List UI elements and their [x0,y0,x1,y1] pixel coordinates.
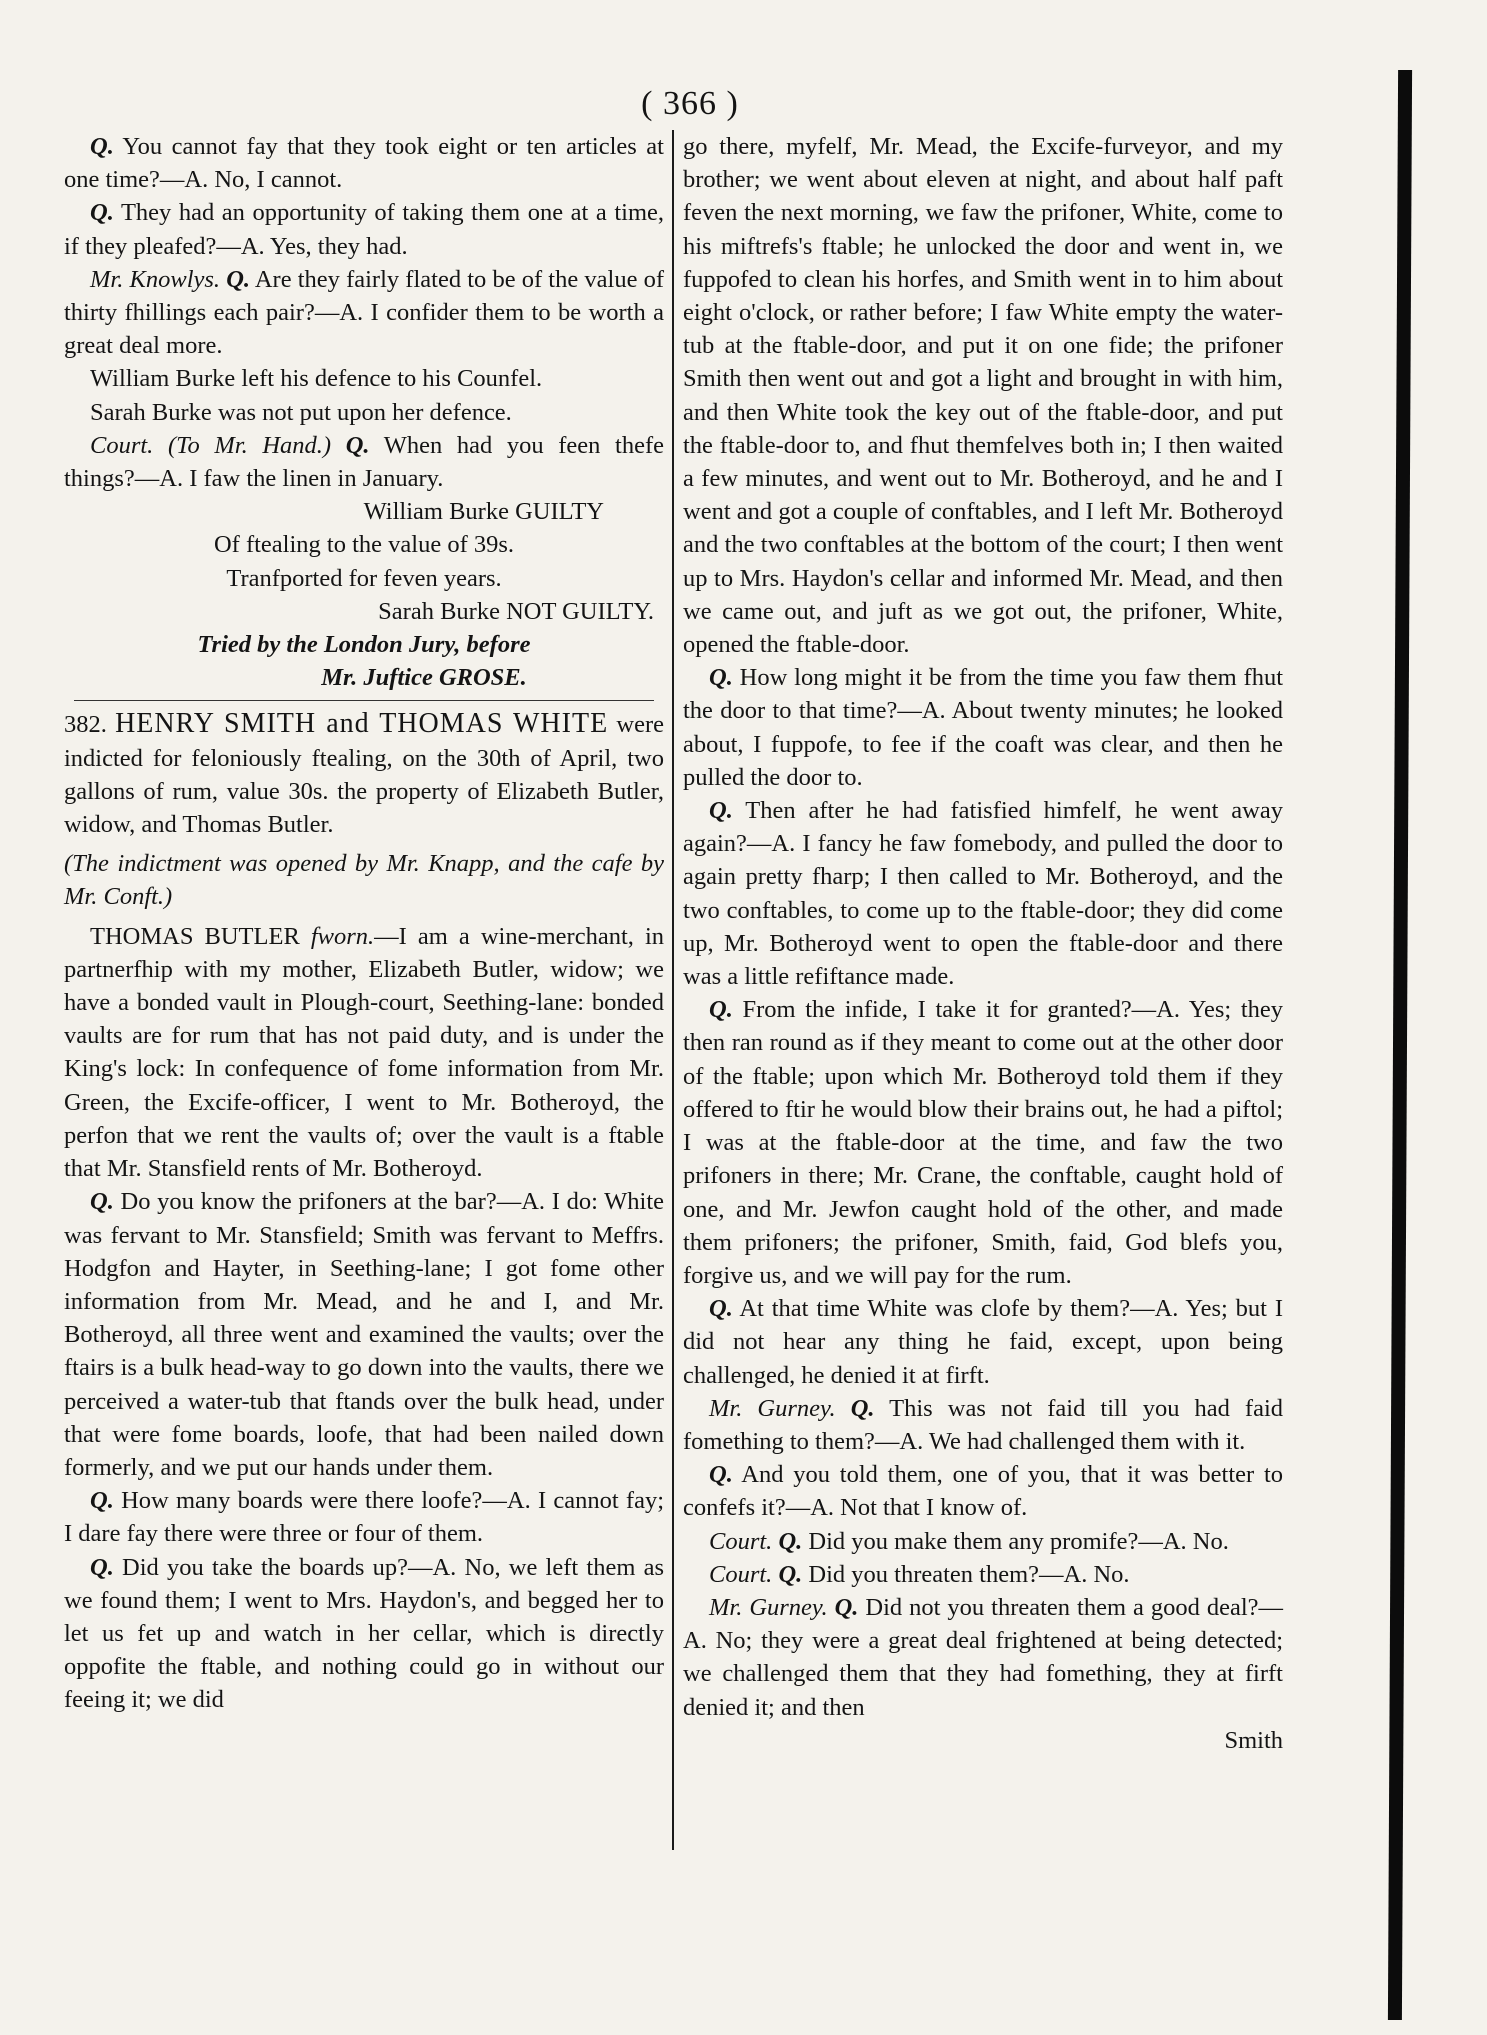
tried-by: Tried by the London Jury, before [197,631,531,659]
paragraph: Mr. Gurney. Q. Did not you threaten them a good deal?—A. No; they were a great deal frightened at being detected; we challenged them that they had fomething, they at firft denied it; and then [683,1593,1284,1721]
paragraph: William Burke left his defence to his Counfel. [90,365,543,393]
paragraph: Sarah Burke was not put upon her defence. [90,398,512,426]
paragraph: Q. Then after he had fatisfied himfelf, he went away again?—A. I fancy he faw fomebody, and pulled the door to again pretty fharp; I then called to Mr. Botheroyd, and the two conftables, to come up to the ftable-door; they did come up, Mr. Botheroyd went to open the ftable-door and there was a little refiftance made. [683,797,1283,991]
paragraph: Court. Q. Did you threaten them?—A. No. [709,1560,1130,1588]
paragraph: Mr. Knowlys. Q. Are they fairly flated to be of the value of thirty fhillings each pair?—A. I confider them to be worth a great deal more. [64,265,665,360]
paragraph: Court. (To Mr. Hand.) Q. When had you feen thefe things?—A. I faw the linen in January. [64,431,665,493]
verdict-line: Of ftealing to the value of 39s. [213,531,515,559]
paragraph: Q. They had an opportunity of taking them one at a time, if they pleafed?—A. Yes, they had. [64,199,664,260]
left-column [64,130,664,1717]
page-number: ( 366 ) [641,85,739,122]
case-note: (The indictment was opened by Mr. Knapp, and the cafe by Mr. Conft.) [64,850,664,911]
paragraph: Court. Q. Did you make them any promife?—A. No. [709,1527,1229,1555]
verdict-line: Tranfported for feven years. [226,564,502,592]
case-heading: 382. HENRY SMITH and THOMAS WHITE were indicted for feloniously ftealing, on the 30th of April, two gallons of rum, value 30s. the property of Elizabeth Butler, widow, and Thomas Butler. [64,708,664,839]
binding-shadow [1388,70,1412,2020]
tried-by: Mr. Juftice GROSE. [321,664,527,692]
paragraph: go there, myfelf, Mr. Mead, the Excife-furveyor, and my brother; we went about eleven at night, and about half paft feven the next morning, we faw the prifoner, White, come to his miftrefs's ftable; he unlocked the door and went in, we fuppofed to clean his horfes, and Smith went in to him about eight o'clock, or rather before; I faw White empty the water-tub at the ftable-door, and put it on one fide; the prifoner Smith then went out and got a light and brought in with him, and then White took the key out of the ftable-door, and put the ftable-door to, and fhut themfelves both in; I then waited a few minutes, and went out to Mr. Botheroyd, and he and I went and got a couple of conftables, and I left Mr. Botheroyd and the two conftables at the bottom of the court; I then went up to Mrs. Haydon's cellar and informed Mr. Mead, and then we came out, and juft as we got out, the prifoner, White, opened the ftable-door. [683,133,1283,659]
catchword: Smith [1224,1726,1283,1754]
paragraph: Mr. Gurney. Q. This was not faid till you had faid fomething to them?—A. We had challenged them with it. [683,1394,1284,1455]
paragraph: Q. How long might it be from the time you faw them fhut the door to that time?—A. About twenty minutes; he looked about, I fuppofe, to fee if the coaft was clear, and then he pulled the door to. [683,664,1283,791]
verdict-line: Sarah Burke NOT GUILTY. [378,597,654,625]
paragraph: Q. And you told them, one of you, that it was better to confefs it?—A. Not that I know of. [683,1461,1283,1522]
paragraph: Q. From the infide, I take it for granted?—A. Yes; they then ran round as if they meant to come out at the other door of the ftable; upon which Mr. Botheroyd told them if they offered to ftir he would blow their brains out, he had a piftol; I was at the ftable-door at the time, and faw the two prifoners in there; Mr. Crane, the conftable, caught hold of one, and Mr. Jewfon caught hold of the other, and made them prifoners; the prifoner, Smith, faid, God blefs you, forgive us, and we will pay for the rum. [683,996,1284,1289]
paragraph: Q. Do you know the prifoners at the bar?—A. I do: White was fervant to Mr. Stansfield; Smith was fervant to Meffrs. Hodgfon and Hayter, in Seething-lane; I got fome other information from Mr. Mead, and he and I, and Mr. Botheroyd, all three went and examined the vaults; over the ftairs is a bulk head-way to go down into the vaults, there we perceived a water-tub that ftands over the bulk head, under that were fome boards, loofe, that had been nailed down formerly, and we put our hands under them. [64,1188,665,1481]
verdict-line: William Burke GUILTY [363,498,604,526]
paragraph: Q. Did you take the boards up?—A. No, we left them as we found them; I went to Mrs. Haydon's, and begged her to let us fet up and watch in her cellar, which is directly oppofite the ftable, and nothing could go in without our feeing it; we did [64,1553,664,1714]
section-rule [74,700,654,701]
right-column [683,130,1283,1757]
paragraph: THOMAS BUTLER fworn.—I am a wine-merchant, in partnerfhip with my mother, Elizabeth Butler, widow; we have a bonded vault in Plough-court, Seething-lane: bonded vaults are for rum that has not paid duty, and is under the King's lock: In confequence of fome information from Mr. Green, the Excife-officer, I went to Mr. Botheroyd, the perfon that we rent the vaults of; over the vault is a ftable that Mr. Stansfield rents of Mr. Botheroyd. [64,922,664,1183]
paragraph: Q. How many boards were there loofe?—A. I cannot fay; I dare fay there were three or four of them. [64,1487,665,1548]
paragraph: Q. You cannot fay that they took eight or ten articles at one time?—A. No, I cannot. [64,133,664,194]
column-divider [672,130,674,1850]
paragraph: Q. At that time White was clofe by them?—A. Yes; but I did not hear any thing he faid, except, upon being challenged, he denied it at firft. [683,1295,1283,1389]
